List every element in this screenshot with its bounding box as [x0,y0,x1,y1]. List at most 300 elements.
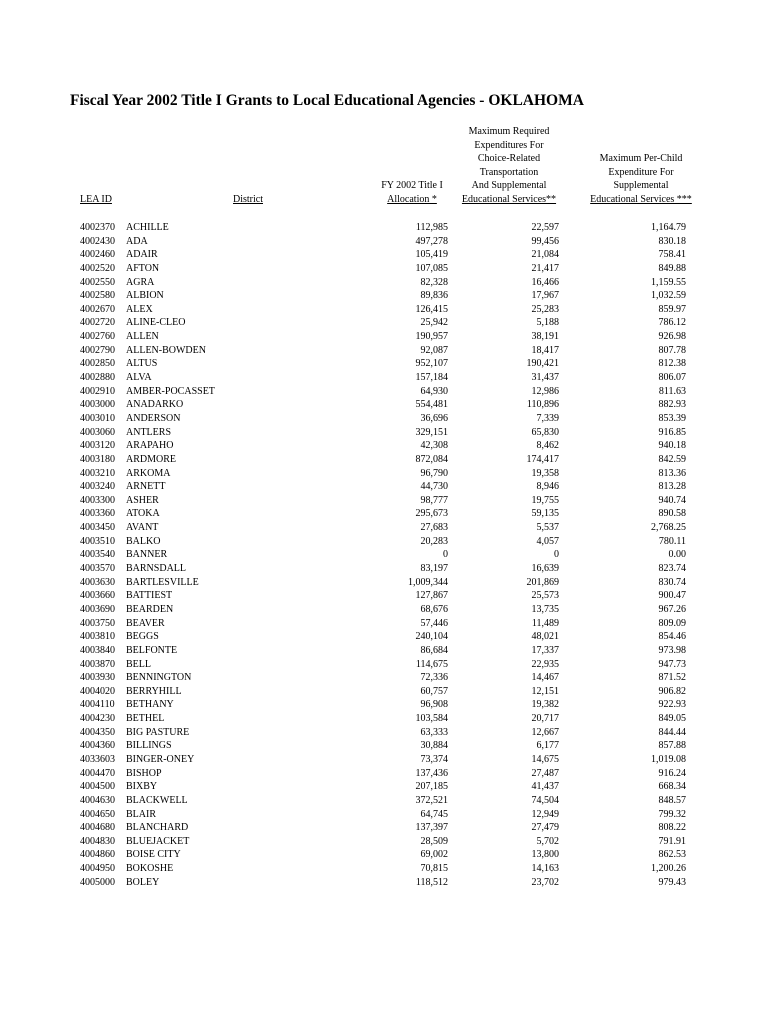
allocation-cell: 207,185 [415,781,448,793]
district-cell: ALINE-CLEO [126,317,186,329]
max-required-cell: 59,135 [531,508,559,520]
max-per-child-cell: 890.58 [658,508,686,520]
allocation-cell: 57,446 [420,617,448,629]
district-cell: BELL [126,658,151,670]
table-row [0,617,768,631]
max-required-cell: 25,283 [531,303,559,315]
lea-id-cell: 4003630 [80,576,115,588]
district-cell: BLUEJACKET [126,835,190,847]
max-per-child-cell: 830.18 [658,235,686,247]
lea-id-cell: 4003870 [80,658,115,670]
table-row [0,698,768,712]
district-cell: BETHANY [126,699,174,711]
max-per-child-cell: 1,032.59 [651,290,686,302]
allocation-cell: 554,481 [415,399,448,411]
max-required-cell: 65,830 [531,426,559,438]
max-per-child-cell: 916.85 [658,426,686,438]
lea-id-cell: 4003000 [80,399,115,411]
district-cell: ARKOMA [126,467,171,479]
allocation-cell: 63,333 [420,726,448,738]
max-per-child-cell: 848.57 [658,794,686,806]
allocation-cell: 86,684 [420,644,448,656]
district-cell: BARNSDALL [126,563,187,575]
table-row [0,507,768,521]
allocation-cell: 70,815 [420,863,448,875]
max-per-child-cell: 780.11 [658,535,686,547]
allocation-cell: 64,745 [420,808,448,820]
allocation-cell: 27,683 [420,522,448,534]
max-per-child-cell: 0.00 [668,549,686,561]
lea-id-cell: 4004950 [80,863,115,875]
lea-id-cell: 4005000 [80,876,115,888]
table-row [0,685,768,699]
lea-id-cell: 4003540 [80,549,115,561]
lea-id-cell: 4002910 [80,385,115,397]
allocation-cell: 83,197 [420,563,448,575]
district-cell: AMBER-POCASSET [126,385,215,397]
lea-id-cell: 4003360 [80,508,115,520]
allocation-cell: 126,415 [415,303,448,315]
max-required-cell: 12,949 [531,808,559,820]
header-max-per-child [567,152,715,206]
max-required-cell: 12,667 [531,726,559,738]
lea-id-cell: 4002670 [80,303,115,315]
max-required-cell: 5,702 [536,835,559,847]
max-required-cell: 201,869 [526,576,559,588]
max-per-child-cell: 809.09 [658,617,686,629]
max-per-child-cell: 2,768.25 [651,522,686,534]
district-cell: AFTON [126,262,160,274]
lea-id-cell: 4004360 [80,740,115,752]
max-per-child-cell: 871.52 [658,672,686,684]
table-row [0,603,768,617]
max-per-child-cell: 926.98 [658,331,686,343]
table-row [0,439,768,453]
table-row [0,808,768,822]
lea-id-cell: 4003930 [80,672,115,684]
lea-id-cell: 4003840 [80,644,115,656]
max-required-cell: 16,466 [531,276,559,288]
district-cell: ADA [126,235,148,247]
max-required-cell: 18,417 [531,344,559,356]
table-row [0,385,768,399]
max-per-child-cell: 844.44 [658,726,686,738]
lea-id-cell: 4002790 [80,344,115,356]
table-row [0,535,768,549]
max-required-cell: 8,462 [536,440,559,452]
allocation-cell: 107,085 [415,262,448,274]
district-cell: BIG PASTURE [126,726,190,738]
max-required-cell: 27,479 [531,822,559,834]
max-required-cell: 22,935 [531,658,559,670]
max-required-cell: 22,597 [531,222,559,233]
max-per-child-cell: 1,200.26 [651,863,686,875]
lea-id-cell: 4002580 [80,290,115,302]
header-max-per-child-line: Maximum Per-Child [599,153,683,164]
allocation-cell: 329,151 [415,426,448,438]
allocation-cell: 157,184 [415,372,448,384]
lea-id-cell: 4004680 [80,822,115,834]
table-row [0,671,768,685]
table-row [0,426,768,440]
allocation-cell: 44,730 [420,481,448,493]
max-required-cell: 12,986 [531,385,559,397]
district-cell: ALLEN-BOWDEN [126,344,206,356]
lea-id-cell: 4003660 [80,590,115,602]
lea-id-cell: 4003120 [80,440,115,452]
district-cell: ASHER [126,494,159,506]
district-cell: BLACKWELL [126,794,188,806]
max-required-cell: 12,151 [531,685,559,697]
lea-id-cell: 4003450 [80,522,115,534]
max-per-child-cell: 857.88 [658,740,686,752]
lea-id-cell: 4004830 [80,835,115,847]
lea-id-cell: 4004350 [80,726,115,738]
max-required-cell: 21,084 [531,249,559,261]
max-per-child-cell: 830.74 [658,576,686,588]
header-allocation [372,179,452,206]
allocation-cell: 89,836 [420,290,448,302]
lea-id-cell: 4002370 [80,222,115,233]
max-required-cell: 74,504 [531,794,559,806]
max-per-child-cell: 806.07 [658,372,686,384]
max-per-child-cell: 811.63 [658,385,686,397]
district-cell: ATOKA [126,508,160,520]
max-per-child-cell: 853.39 [658,412,686,424]
district-cell: BIXBY [126,781,158,793]
table-row [0,276,768,290]
allocation-cell: 112,985 [415,222,448,233]
table-row [0,330,768,344]
max-per-child-cell: 922.93 [658,699,686,711]
table-row [0,494,768,508]
max-required-cell: 13,800 [531,849,559,861]
max-per-child-cell: 758.41 [658,249,686,261]
max-required-cell: 5,188 [536,317,559,329]
header-district: District [233,194,263,205]
allocation-cell: 952,107 [415,358,448,370]
table-row [0,712,768,726]
lea-id-cell: 4003300 [80,494,115,506]
header-max-per-child-line: Supplemental [613,180,669,192]
max-per-child-cell: 1,019.08 [651,753,686,765]
table-row [0,371,768,385]
max-per-child-cell: 900.47 [658,590,686,602]
allocation-cell: 295,673 [415,508,448,520]
max-required-cell: 4,057 [536,535,559,547]
max-per-child-cell: 1,159.55 [651,276,686,288]
district-cell: BERRYHILL [126,685,182,697]
max-per-child-cell: 668.34 [658,781,686,793]
table-row [0,630,768,644]
allocation-cell: 60,757 [420,685,448,697]
allocation-cell: 96,908 [420,699,448,711]
table-row [0,794,768,808]
allocation-cell: 96,790 [420,467,448,479]
max-required-cell: 27,487 [531,767,559,779]
max-per-child-cell: 823.74 [658,563,686,575]
table-row [0,589,768,603]
max-per-child-cell: 882.93 [658,399,686,411]
allocation-cell: 105,419 [415,249,448,261]
district-cell: ALBION [126,290,164,302]
table-row [0,821,768,835]
max-required-cell: 14,163 [531,863,559,875]
max-per-child-cell: 808.22 [658,822,686,834]
district-cell: ARDMORE [126,453,177,465]
table-row [0,398,768,412]
table-row [0,248,768,262]
district-cell: BOKOSHE [126,863,174,875]
header-max-per-child-line: Educational Services *** [590,193,692,205]
lea-id-cell: 4004630 [80,794,115,806]
table-row [0,262,768,276]
max-required-cell: 21,417 [531,262,559,274]
lea-id-cell: 4003180 [80,453,115,465]
table-row [0,767,768,781]
table-row [0,316,768,330]
district-cell: ANADARKO [126,399,184,411]
lea-id-cell: 4004470 [80,767,115,779]
lea-id-cell: 4002520 [80,262,115,274]
table-row [0,453,768,467]
header-max-required-line: Educational Services** [461,193,557,205]
lea-id-cell: 4004650 [80,808,115,820]
header-allocation-line: FY 2002 Title I [381,180,443,191]
lea-id-cell: 4002880 [80,372,115,384]
table-row [0,344,768,358]
max-required-cell: 17,337 [531,644,559,656]
lea-id-cell: 4003010 [80,412,115,424]
lea-id-cell: 4004500 [80,781,115,793]
allocation-cell: 497,278 [415,235,448,247]
max-per-child-cell: 854.46 [658,631,686,643]
district-cell: BLAIR [126,808,156,820]
allocation-cell: 872,084 [415,453,448,465]
max-per-child-cell: 940.18 [658,440,686,452]
header-max-required [455,125,563,207]
allocation-cell: 118,512 [415,876,448,888]
max-per-child-cell: 807.78 [658,344,686,356]
max-required-cell: 110,896 [526,399,559,411]
allocation-cell: 69,002 [420,849,448,861]
lea-id-cell: 4003690 [80,603,115,615]
district-cell: BOLEY [126,876,160,888]
allocation-cell: 372,521 [415,794,448,806]
max-required-cell: 19,358 [531,467,559,479]
lea-id-cell: 4003240 [80,481,115,493]
max-per-child-cell: 916.24 [658,767,686,779]
max-per-child-cell: 813.28 [658,481,686,493]
district-cell: BOISE CITY [126,849,181,861]
lea-id-cell: 4002550 [80,276,115,288]
max-required-cell: 8,946 [536,481,559,493]
allocation-cell: 240,104 [415,631,448,643]
allocation-cell: 42,308 [420,440,448,452]
lea-id-cell: 4033603 [80,753,115,765]
header-max-required-line: Choice-Related [477,153,541,165]
lea-id-cell: 4002720 [80,317,115,329]
max-required-cell: 25,573 [531,590,559,602]
district-cell: BELFONTE [126,644,178,656]
table-row [0,412,768,426]
district-cell: ARAPAHO [126,440,174,452]
allocation-cell: 73,374 [420,753,448,765]
header-lea-id: LEA ID [80,194,112,205]
district-cell: ANDERSON [126,412,181,424]
table-row [0,221,768,235]
allocation-cell: 92,087 [420,344,448,356]
max-required-cell: 17,967 [531,290,559,302]
district-cell: ADAIR [126,249,158,261]
lea-id-cell: 4002760 [80,331,115,343]
allocation-cell: 82,328 [420,276,448,288]
max-required-cell: 19,755 [531,494,559,506]
max-per-child-cell: 947.73 [658,658,686,670]
district-cell: BARTLESVILLE [126,576,199,588]
header-allocation-line: Allocation * [387,193,437,205]
district-cell: BISHOP [126,767,162,779]
district-cell: BLANCHARD [126,822,189,834]
max-per-child-cell: 940.74 [658,494,686,506]
table-row [0,780,768,794]
table-row [0,357,768,371]
lea-id-cell: 4002460 [80,249,115,261]
allocation-cell: 20,283 [420,535,448,547]
max-required-cell: 20,717 [531,713,559,725]
lea-id-cell: 4002850 [80,358,115,370]
lea-id-cell: 4004230 [80,713,115,725]
max-per-child-cell: 906.82 [658,685,686,697]
allocation-cell: 114,675 [415,658,448,670]
district-cell: ALVA [126,372,152,384]
max-required-cell: 48,021 [531,631,559,643]
allocation-cell: 137,397 [415,822,448,834]
allocation-cell: 137,436 [415,767,448,779]
allocation-cell: 72,336 [420,672,448,684]
max-per-child-cell: 812.38 [658,358,686,370]
table-row [0,289,768,303]
district-cell: ALEX [126,303,153,315]
max-per-child-cell: 967.26 [658,603,686,615]
allocation-cell: 25,942 [420,317,448,329]
max-required-cell: 14,467 [531,672,559,684]
district-cell: ANTLERS [126,426,171,438]
max-per-child-cell: 849.88 [658,262,686,274]
district-cell: ARNETT [126,481,166,493]
max-per-child-cell: 791.91 [658,835,686,847]
allocation-cell: 0 [443,549,448,561]
max-per-child-cell: 1,164.79 [651,222,686,233]
district-cell: BILLINGS [126,740,172,752]
table-row [0,303,768,317]
max-required-cell: 0 [554,549,559,561]
max-per-child-cell: 842.59 [658,453,686,465]
table-row [0,862,768,876]
max-per-child-cell: 849.05 [658,713,686,725]
allocation-cell: 64,930 [420,385,448,397]
district-cell: AGRA [126,276,155,288]
allocation-cell: 1,009,344 [408,576,448,588]
district-cell: BANNER [126,549,168,561]
district-cell: BATTIEST [126,590,173,602]
allocation-cell: 127,867 [415,590,448,602]
max-required-cell: 41,437 [531,781,559,793]
lea-id-cell: 4003750 [80,617,115,629]
max-required-cell: 190,421 [526,358,559,370]
district-cell: BETHEL [126,713,165,725]
table-row [0,739,768,753]
max-required-cell: 174,417 [526,453,559,465]
max-required-cell: 23,702 [531,876,559,888]
lea-id-cell: 4003570 [80,563,115,575]
table-row [0,235,768,249]
max-required-cell: 13,735 [531,603,559,615]
lea-id-cell: 4004020 [80,685,115,697]
table-row [0,562,768,576]
grants-table-body [0,221,768,889]
district-cell: BEGGS [126,631,159,643]
max-required-cell: 11,489 [531,617,559,629]
header-max-per-child-line: Expenditure For [608,166,674,178]
table-row [0,644,768,658]
lea-id-cell: 4003510 [80,535,115,547]
district-cell: BENNINGTON [126,672,192,684]
max-per-child-cell: 786.12 [658,317,686,329]
table-row [0,521,768,535]
max-per-child-cell: 973.98 [658,644,686,656]
table-row [0,835,768,849]
max-per-child-cell: 979.43 [658,876,686,888]
max-per-child-cell: 799.32 [658,808,686,820]
table-row [0,726,768,740]
district-cell: AVANT [126,522,159,534]
header-max-required-line: Transportation [479,166,539,178]
district-cell: BEAVER [126,617,165,629]
allocation-cell: 190,957 [415,331,448,343]
district-cell: BALKO [126,535,161,547]
table-row [0,480,768,494]
allocation-cell: 28,509 [420,835,448,847]
lea-id-cell: 4003060 [80,426,115,438]
lea-id-cell: 4004110 [80,699,115,711]
district-cell: BEARDEN [126,603,174,615]
table-row [0,753,768,767]
lea-id-cell: 4002430 [80,235,115,247]
district-cell: ACHILLE [126,222,169,233]
max-required-cell: 99,456 [531,235,559,247]
max-per-child-cell: 859.97 [658,303,686,315]
max-required-cell: 38,191 [531,331,559,343]
allocation-cell: 30,884 [420,740,448,752]
allocation-cell: 98,777 [420,494,448,506]
table-row [0,876,768,890]
table-row [0,467,768,481]
table-row [0,576,768,590]
max-required-cell: 6,177 [536,740,559,752]
lea-id-cell: 4003810 [80,631,115,643]
allocation-cell: 103,584 [415,713,448,725]
header-max-required-line: Maximum Required [468,126,550,137]
table-row [0,658,768,672]
lea-id-cell: 4003210 [80,467,115,479]
max-required-cell: 31,437 [531,372,559,384]
lea-id-cell: 4004860 [80,849,115,861]
table-row [0,548,768,562]
max-required-cell: 7,339 [536,412,559,424]
page-title: Fiscal Year 2002 Title I Grants to Local Educational Agencies - OKLAHOMA [70,92,584,109]
max-required-cell: 5,537 [536,522,559,534]
